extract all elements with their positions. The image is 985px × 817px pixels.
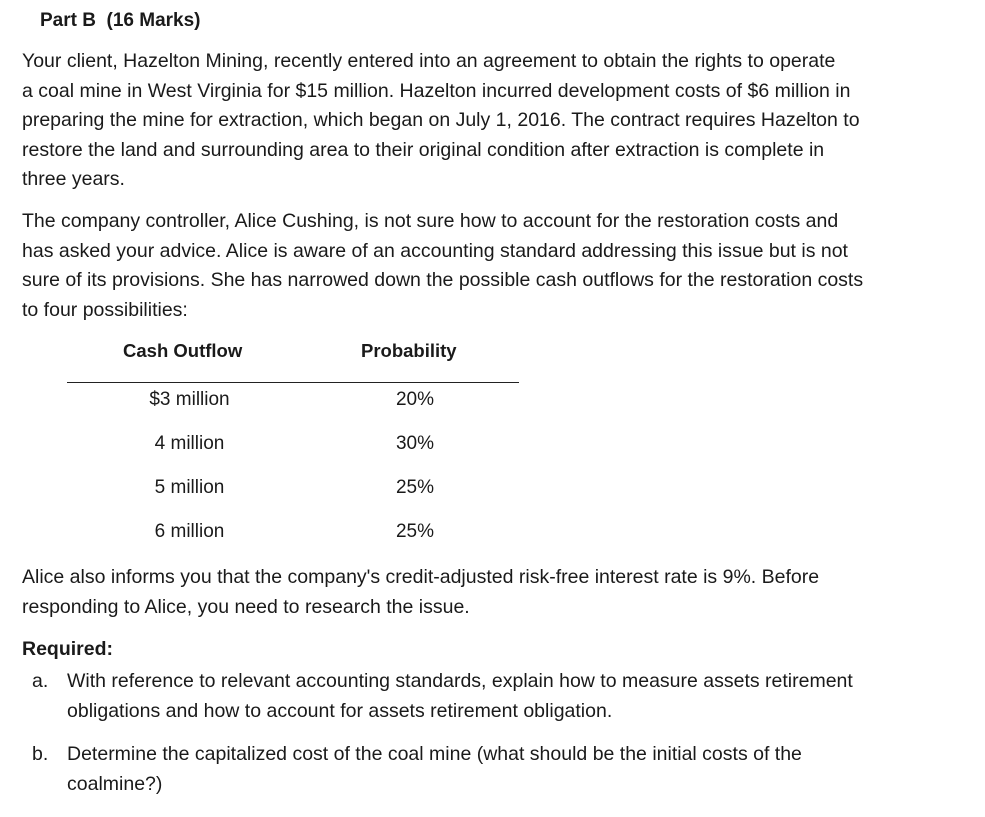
text-line: restore the land and surrounding area to their original condition after extraction is complete in bbox=[22, 138, 825, 161]
list-marker: a. bbox=[32, 670, 49, 692]
interest-rate-paragraph bbox=[22, 563, 977, 622]
text-line: The company controller, Alice Cushing, is not sure how to account for the restoration costs and bbox=[22, 210, 839, 232]
text-line: responding to Alice, you need to research the issue. bbox=[22, 595, 470, 618]
table-row bbox=[67, 389, 519, 419]
case-paragraph-2 bbox=[22, 207, 977, 325]
text-line: Your client, Hazelton Mining, recently entered into an agreement to obtain the rights to operate bbox=[22, 50, 836, 72]
part-heading: Part B (16 Marks) bbox=[40, 10, 201, 31]
text-line: preparing the mine for extraction, which began on July 1, 2016. The contract requires Hazelton to bbox=[22, 109, 860, 131]
probability-cell: 30% bbox=[395, 433, 435, 454]
list-marker: b. bbox=[32, 743, 49, 765]
column-header-cash-outflow: Cash Outflow bbox=[123, 340, 243, 361]
required-label: Required: bbox=[22, 638, 114, 660]
text-line: sure of its provisions. She has narrowed down the possible cash outflows for the restoration costs bbox=[22, 269, 864, 291]
text-line: Determine the capitalized cost of the coal mine (what should be the initial costs of the bbox=[67, 743, 802, 765]
text-line: coalmine?) bbox=[67, 772, 163, 795]
table-row bbox=[67, 521, 519, 551]
text-line: Alice also informs you that the company's credit-adjusted risk-free interest rate is 9%. Before bbox=[22, 566, 820, 588]
table-row bbox=[67, 477, 519, 507]
probability-cell: 25% bbox=[395, 521, 435, 542]
cash-outflow-cell: $3 million bbox=[149, 389, 230, 410]
text-line: has asked your advice. Alice is aware of an accounting standard addressing this issue but is not bbox=[22, 239, 848, 262]
table-row bbox=[67, 433, 519, 463]
text-line: to four possibilities: bbox=[22, 298, 188, 321]
requirement-text bbox=[67, 740, 977, 799]
case-paragraph-1 bbox=[22, 47, 977, 195]
text-line: With reference to relevant accounting standards, explain how to measure assets retirement bbox=[67, 670, 853, 692]
cash-outflow-cell: 5 million bbox=[154, 477, 225, 498]
cash-outflow-cell: 6 million bbox=[154, 521, 225, 542]
text-line: a coal mine in West Virginia for $15 million. Hazelton incurred development costs of $6 million in bbox=[22, 79, 851, 102]
requirement-text bbox=[67, 667, 977, 726]
column-header-probability: Probability bbox=[361, 340, 457, 361]
text-line: three years. bbox=[22, 168, 125, 190]
cash-outflow-cell: 4 million bbox=[154, 433, 225, 454]
probability-cell: 20% bbox=[395, 389, 435, 410]
probability-cell: 25% bbox=[395, 477, 435, 498]
header-rule bbox=[67, 382, 519, 383]
text-line: obligations and how to account for assets retirement obligation. bbox=[67, 699, 613, 722]
